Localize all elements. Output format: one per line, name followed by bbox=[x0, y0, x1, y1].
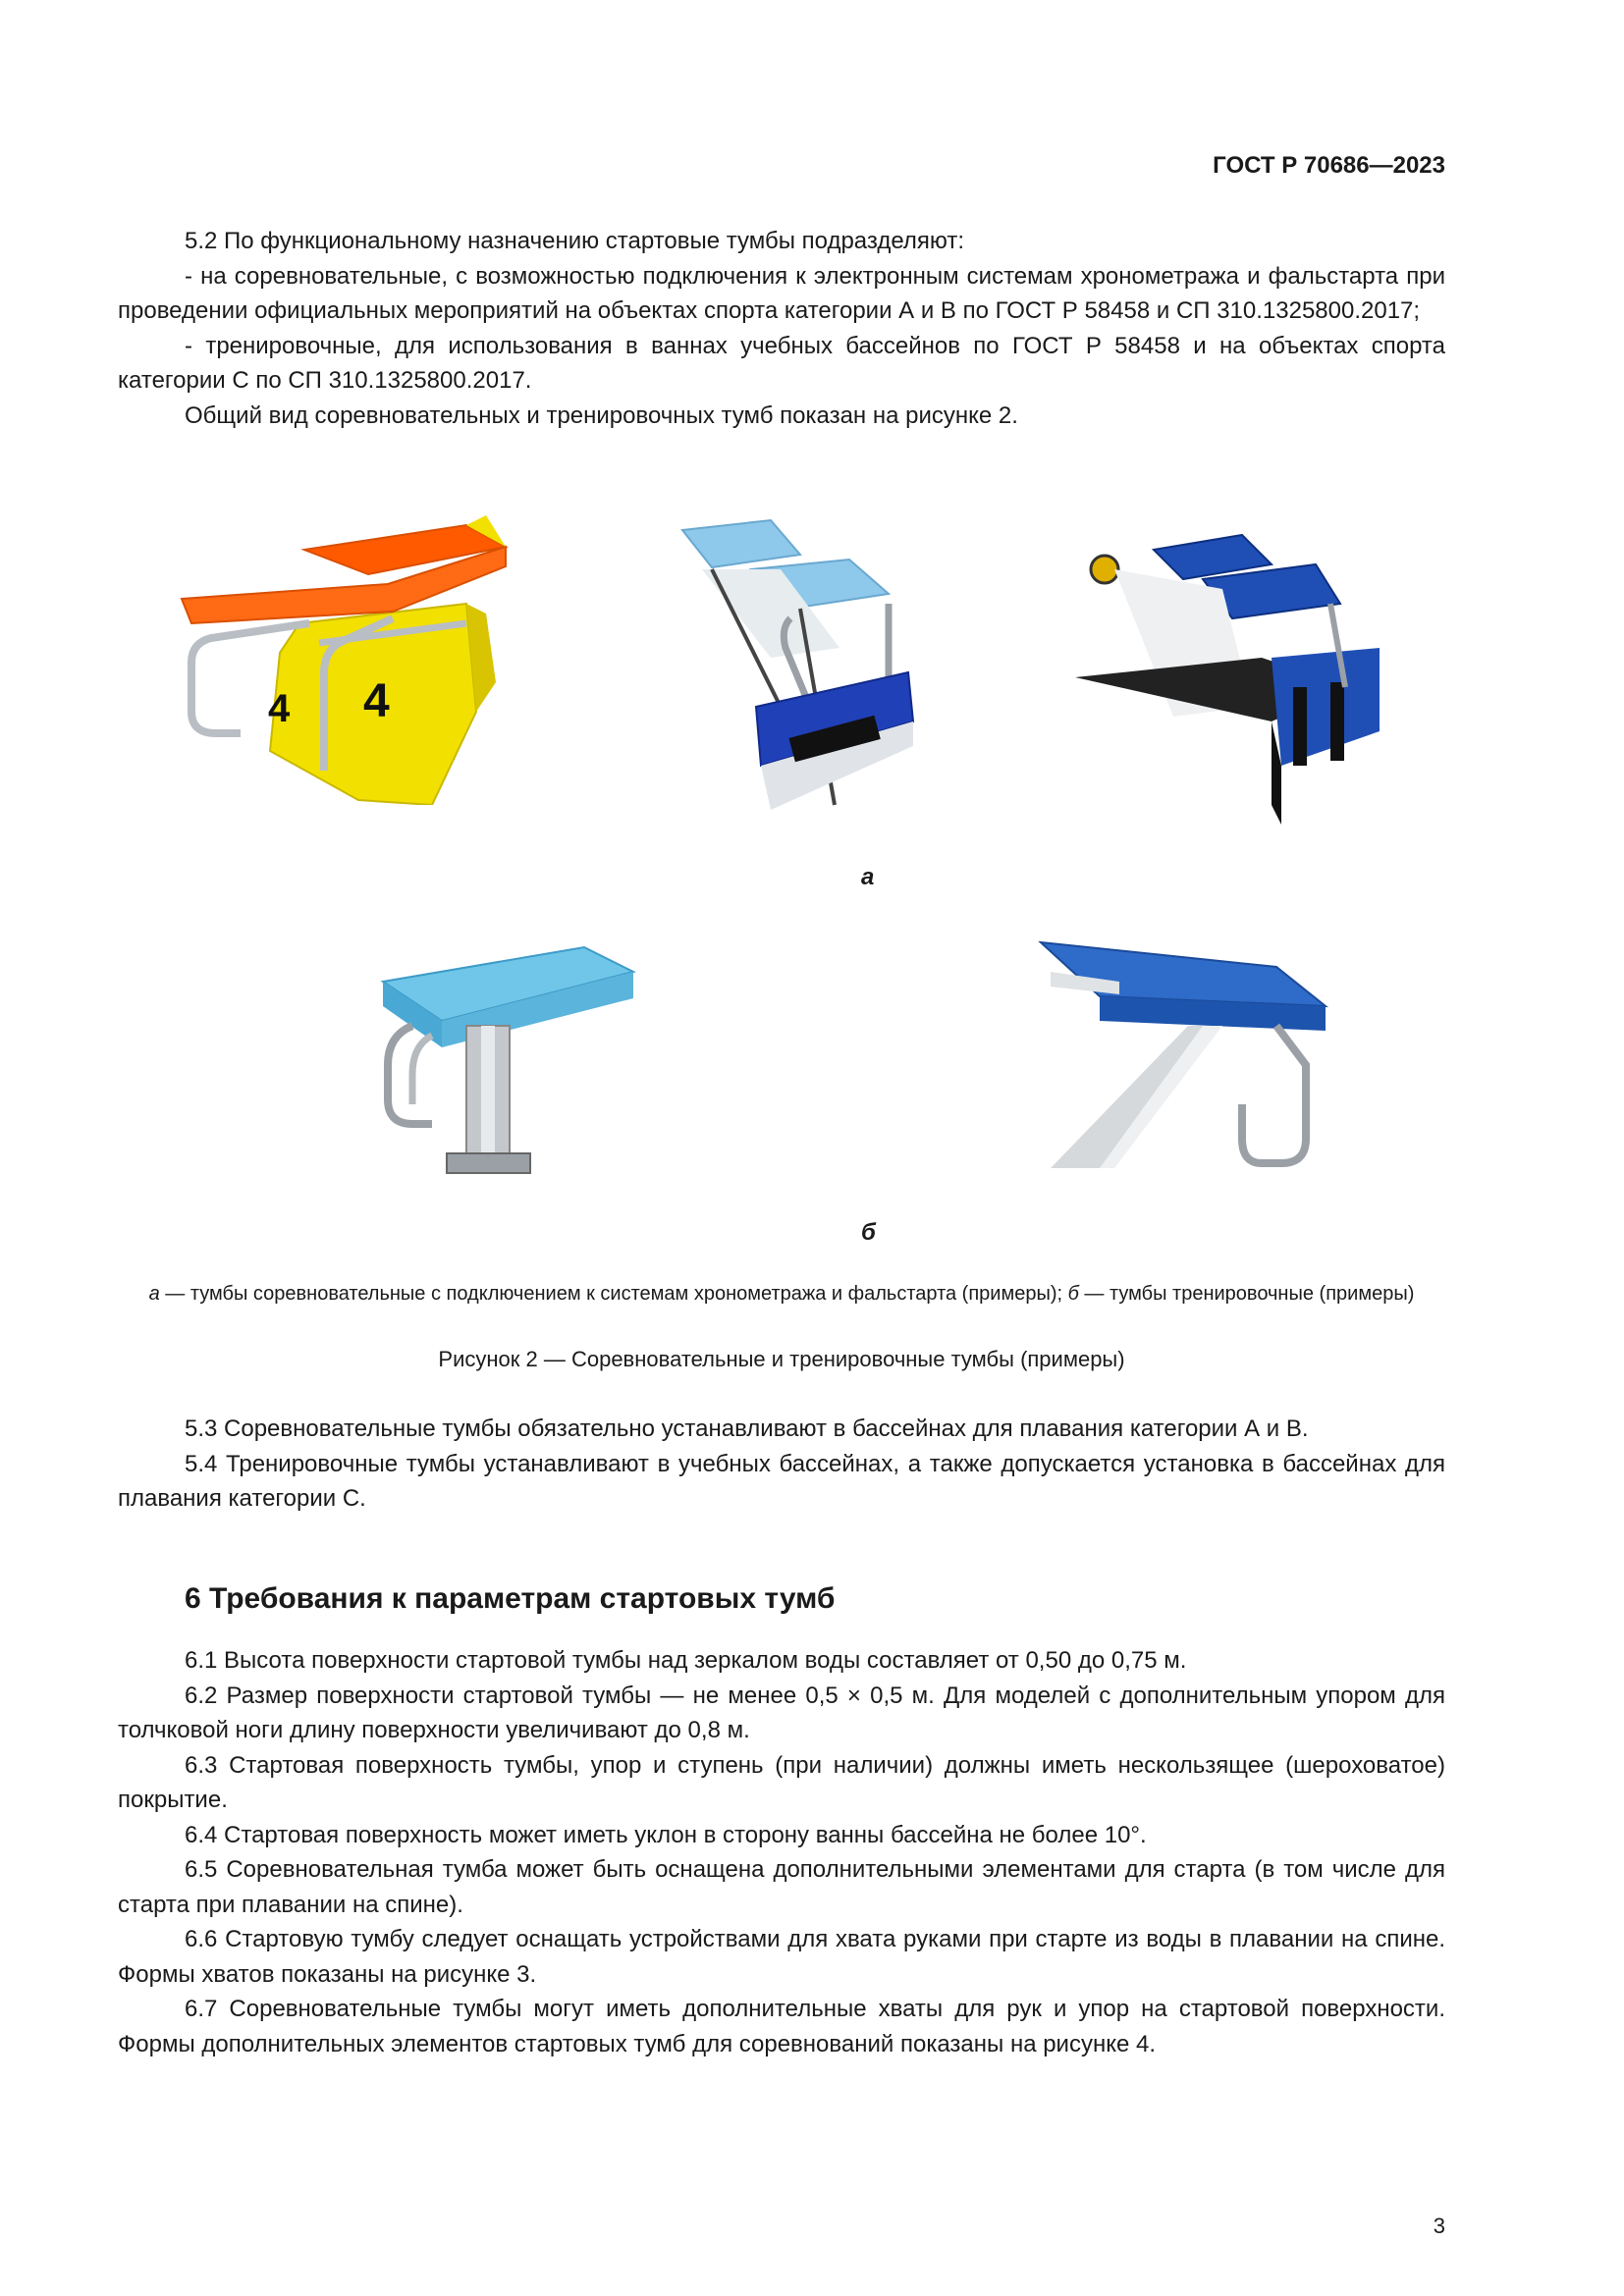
starting-block-dark-base-image bbox=[1065, 510, 1399, 825]
after-figure-section bbox=[118, 1412, 1445, 1517]
paragraph-5-4: 5.4 Тренировочные тумбы устанавливают в учебных бассейнах, а также допускается установка в бассейнах для плавания категории С. bbox=[118, 1450, 1445, 1512]
training-block-pedestal-image bbox=[373, 928, 638, 1188]
section-6-body bbox=[118, 1643, 1445, 2061]
list-item-competitive: - на соревновательные, с возможностью подключения к электронным системам хронометража и фальстарта при проведении официальных мероприятий на объектах спорта категории А и В по ГОСТ Р 58458 и СП 310.1325800.2017; bbox=[118, 262, 1445, 324]
legend-text-b: — тумбы тренировочные (примеры) bbox=[1078, 1283, 1415, 1305]
section-6-title: 6 Требования к параметрам стартовых тумб bbox=[185, 1582, 836, 1615]
starting-block-yellow-image bbox=[172, 506, 535, 805]
starting-block-blue-frame-image bbox=[643, 510, 938, 825]
paragraph-6-5: 6.5 Соревновательная тумба может быть оснащена дополнительными элементами для старта (в том числе для старта при плавании на спине). bbox=[118, 1856, 1445, 1918]
document-number: ГОСТ Р 70686—2023 bbox=[1213, 152, 1445, 179]
paragraph-6-3: 6.3 Стартовая поверхность тумбы, упор и ступень (при наличии) должны иметь нескользящее (шероховатое) покрытие. bbox=[118, 1751, 1445, 1813]
list-item-training: - тренировочные, для использования в ваннах учебных бассейнов по ГОСТ Р 58458 и на объектах спорта категории С по СП 310.1325800.2017. bbox=[118, 332, 1445, 394]
figure-caption: Рисунок 2 — Соревновательные и тренировочные тумбы (примеры) bbox=[438, 1347, 1125, 1371]
legend-letter-b: б bbox=[1067, 1283, 1079, 1305]
paragraph-6-7: 6.7 Соревновательные тумбы могут иметь дополнительные хваты для рук и упор на стартовой поверхности. Формы дополнительных элементов стартовых тумб для соревнований показаны на рисунке 4. bbox=[118, 1996, 1445, 2057]
figure-label-b: б bbox=[861, 1219, 876, 1246]
legend-letter-a: а bbox=[148, 1283, 160, 1305]
block-number-front: 4 bbox=[363, 675, 390, 727]
figure-label-a: а bbox=[861, 864, 875, 890]
intro-section bbox=[118, 224, 1445, 433]
paragraph-6-2: 6.2 Размер поверхности стартовой тумбы — не менее 0,5 × 0,5 м. Для моделей с дополнительным упором для толчковой ноги длину поверхности увеличивают до 0,8 м. bbox=[118, 1682, 1445, 1743]
paragraph-6-6: 6.6 Стартовую тумбу следует оснащать устройствами для хвата руками при старте из воды в плавании на спине. Формы хватов показаны на рисунке 3. bbox=[118, 1926, 1445, 1988]
paragraph-6-4: 6.4 Стартовая поверхность может иметь уклон в сторону ванны бассейна не более 10°. bbox=[185, 1821, 1147, 1848]
figure-legend bbox=[118, 1280, 1445, 1308]
paragraph-general-view: Общий вид соревновательных и тренировочных тумб показан на рисунке 2. bbox=[185, 401, 1018, 429]
paragraph-5-2: 5.2 По функциональному назначению стартовые тумбы подразделяют: bbox=[185, 228, 965, 254]
block-number-side: 4 bbox=[268, 687, 291, 730]
training-block-angled-image bbox=[1021, 928, 1335, 1188]
paragraph-6-1: 6.1 Высота поверхности стартовой тумбы над зеркалом воды составляет от 0,50 до 0,75 м. bbox=[185, 1647, 1187, 1674]
page-number: 3 bbox=[1433, 2214, 1445, 2238]
paragraph-5-3: 5.3 Соревновательные тумбы обязательно устанавливают в бассейнах для плавания категории А и В. bbox=[185, 1415, 1309, 1442]
legend-text-a: — тумбы соревновательные с подключением к системам хронометража и фальстарта (примеры); bbox=[159, 1283, 1068, 1305]
